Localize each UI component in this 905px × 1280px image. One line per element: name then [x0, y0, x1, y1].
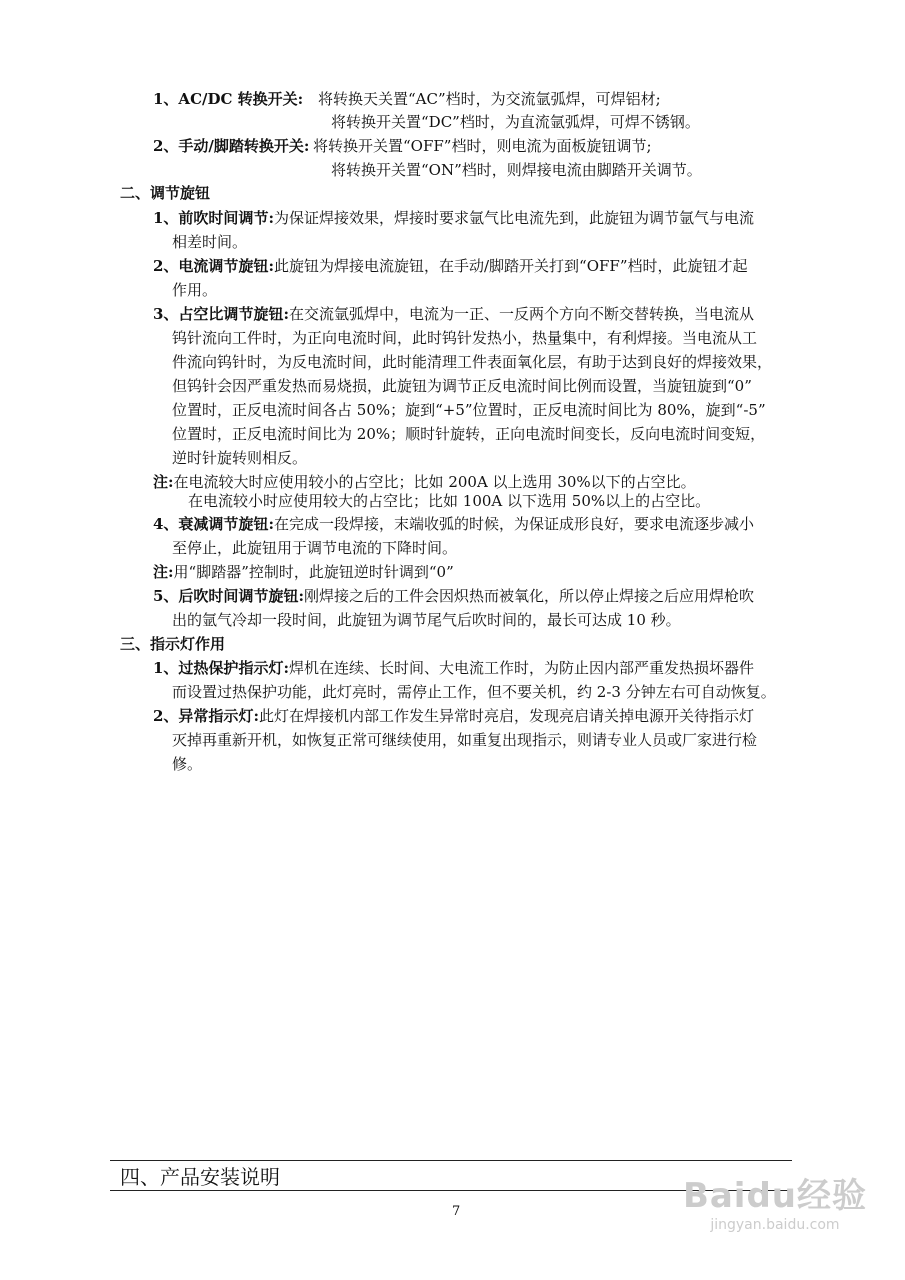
item-text: 修。	[172, 755, 203, 773]
item-text: 将转换天关置“AC”档时，为交流氩弧焊，可焊铝材;	[318, 90, 661, 108]
item-label: 2、手动/脚踏转换开关:	[153, 137, 310, 155]
item-text: 作用。	[172, 281, 218, 299]
item-text: 位置时，正反电流时间各占 50%；旋到“+5”位置时，正反电流时间比为 80%，旋到“-5”	[172, 401, 766, 419]
item-label: 2、异常指示灯:	[153, 707, 259, 725]
item-label: 1、前吹时间调节:	[153, 209, 274, 227]
item-text: 件流向钨针时，为反电流时间，此时能清理工件表面氧化层，有助于达到良好的焊接效果，	[172, 353, 773, 371]
item-text: 至停止，此旋钮用于调节电流的下降时间。	[172, 539, 458, 557]
item-text: 钨针流向工件时，为正向电流时间，此时钨针发热小，热量集中，有利焊接。当电流从工	[172, 329, 758, 347]
item-text: 位置时，正反电流时间比为 20%；顺时针旋转，正向电流时间变长，反向电流时间变短，	[172, 425, 766, 443]
item-text: 焊机在连续、长时间、大电流工作时，为防止因内部严重发热损坏器件	[288, 659, 754, 677]
item-text: 此灯在焊接机内部工作发生异常时亮启，发现亮启请关掉电源开关待指示灯	[258, 707, 754, 725]
item-text: 为保证焊接效果，焊接时要求氩气比电流先到，此旋钮为调节氩气与电流	[273, 209, 754, 227]
divider	[110, 1160, 792, 1161]
section-title: 三、指示灯作用	[120, 635, 226, 653]
item-text: 逆时针旋转则相反。	[172, 449, 308, 467]
item-label: 2、电流调节旋钮:	[153, 257, 274, 275]
item-label: 1、过热保护指示灯:	[153, 659, 289, 677]
note-text: 在电流较小时应使用较大的占空比；比如 100A 以下选用 50%以上的占空比。	[188, 492, 711, 510]
item-text: 相差时间。	[172, 233, 248, 251]
item-text: 出的氩气冷却一段时间，此旋钮为调节尾气后吹时间的，最长可达成 10 秒。	[172, 611, 681, 629]
item-text: 灭掉再重新开机，如恢复正常可继续使用，如重复出现指示，则请专业人员或厂家进行检	[172, 731, 758, 749]
item-label: 1、AC/DC 转换开关:	[153, 90, 304, 108]
note-text: 在电流较大时应使用较小的占空比；比如 200A 以上选用 30%以下的占空比。	[173, 473, 696, 491]
note-text: 用“脚踏器”控制时，此旋钮逆时针调到“0”	[173, 563, 454, 581]
watermark-brand: Baidu经验	[682, 1176, 867, 1216]
item-text: 刚焊接之后的工件会因炽热而被氧化，所以停止焊接之后应用焊枪吹	[303, 587, 754, 605]
note-label: 注:	[153, 473, 174, 491]
note-label: 注:	[153, 563, 174, 581]
section-title: 二、调节旋钮	[120, 184, 211, 202]
watermark	[683, 1168, 867, 1233]
item-text: 而设置过热保护功能，此灯亮时，需停止工作，但不要关机，约 2-3 分钟左右可自动恢复。	[172, 683, 776, 701]
item-text: 在交流氩弧焊中，电流为一正、一反两个方向不断交替转换，当电流从	[288, 305, 754, 323]
item-text: 将转换开关置“ON”档时，则焊接电流由脚踏开关调节。	[331, 161, 702, 179]
item-text: 但钨针会因严重发热而易烧损，此旋钮为调节正反电流时间比例而设置，当旋钮旋到“0”	[172, 377, 752, 395]
watermark-url: jingyan.baidu.com	[710, 1217, 840, 1233]
section-title: 四、产品安装说明	[120, 1165, 280, 1189]
page-number: 7	[452, 1204, 461, 1219]
item-text: 将转换开关置“DC”档时，为直流氩弧焊，可焊不锈钢。	[331, 113, 700, 131]
item-label: 3、占空比调节旋钮:	[153, 305, 289, 323]
item-text: 在完成一段焊接，末端收弧的时候，为保证成形良好，要求电流逐步减小	[273, 515, 754, 533]
item-label: 4、衰减调节旋钮:	[153, 515, 274, 533]
item-label: 5、后吹时间调节旋钮:	[153, 587, 304, 605]
item-text: 此旋钮为焊接电流旋钮，在手动/脚踏开关打到“OFF”档时，此旋钮才起	[273, 257, 748, 275]
item-text: 将转换开关置“OFF”档时，则电流为面板旋钮调节;	[313, 137, 652, 155]
